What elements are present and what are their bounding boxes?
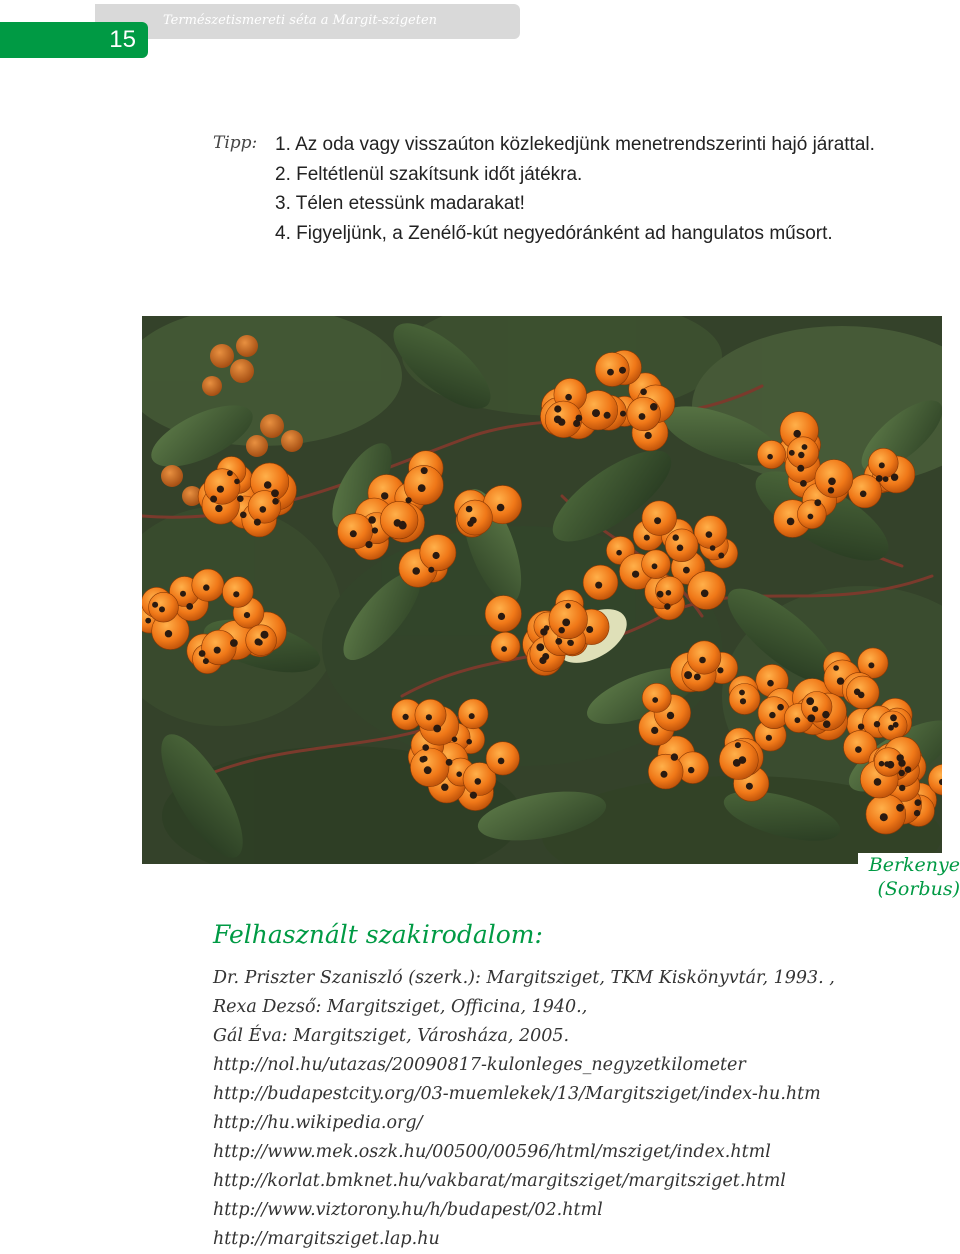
reference-link[interactable]: http://margitsziget.lap.hu [213, 1229, 440, 1249]
literature-heading: Felhasznált szakirodalom: [213, 920, 543, 949]
tip-item: 4. Figyeljünk, a Zenélő-kút negyedóránként ad hangulatos műsort. [275, 222, 833, 244]
reference-link[interactable]: http://nol.hu/utazas/20090817-kulonleges_negyzetkilometer [213, 1055, 746, 1075]
berry-photo-illustration [142, 316, 942, 864]
tips-list [275, 130, 955, 248]
reference-link[interactable]: http://www.viztorony.hu/h/budapest/02.html [213, 1200, 603, 1220]
berry-photo [142, 316, 942, 864]
reference-link[interactable]: http://www.mek.oszk.hu/00500/00596/html/msziget/index.html [213, 1142, 771, 1162]
reference-link[interactable]: http://hu.wikipedia.org/ [213, 1113, 423, 1133]
caption-common-name: Berkenye [868, 854, 960, 876]
reference-link[interactable]: http://korlat.bmknet.hu/vakbarat/margitsziget/margitsziget.html [213, 1171, 786, 1191]
photo-caption [858, 853, 960, 903]
tip-item: 2. Feltétlenül szakítsunk időt játékra. [275, 163, 583, 185]
caption-latin-name: (Sorbus) [877, 878, 960, 900]
reference-link[interactable]: http://budapestcity.org/03-muemlekek/13/Margitsziget/index-hu.htm [213, 1084, 821, 1104]
reference-item: Dr. Priszter Szaniszló (szerk.): Margitsziget, TKM Kiskönyvtár, 1993. , [213, 968, 835, 988]
reference-item: Rexa Dezső: Margitsziget, Officina, 1940., [213, 997, 588, 1017]
tip-item: 3. Télen etessünk madarakat! [275, 193, 525, 214]
running-header-title: Természetismereti séta a Margit-szigeten [163, 13, 438, 28]
reference-item: Gál Éva: Margitsziget, Városháza, 2005. [213, 1026, 570, 1046]
page-number: 15 [109, 26, 136, 53]
tip-item: 1. Az oda vagy visszaúton közlekedjünk menetrendszerinti hajó járattal. [275, 134, 875, 155]
references-list [213, 964, 953, 1254]
tips-label: Tipp: [213, 133, 258, 153]
page-number-box [0, 22, 148, 58]
